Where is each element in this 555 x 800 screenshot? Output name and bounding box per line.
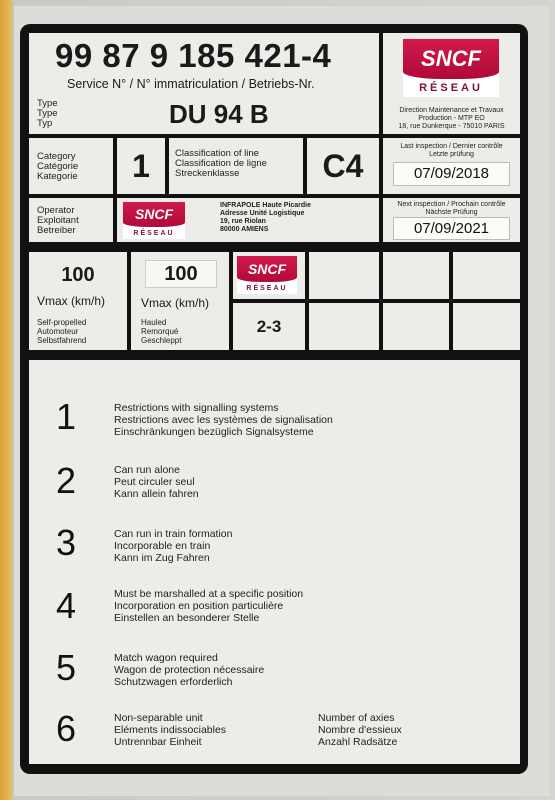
vmax-self-label-de: Selbstfahrend: [37, 336, 87, 345]
restriction-line: Einstellen an besonderer Stelle: [114, 612, 260, 624]
restriction-text: [114, 464, 199, 500]
empty-grid-cell: [383, 252, 449, 299]
last-inspection-labels: [383, 143, 520, 159]
operator-address-1: INFRAPOLE Haute Picardie: [220, 202, 312, 209]
mini-value: 2-3: [256, 317, 282, 336]
operator-address-4: 80000 AMIENS: [220, 226, 269, 233]
operator-info-cell: [117, 198, 379, 242]
operator-address: [220, 202, 311, 234]
operator-logo: [123, 202, 185, 239]
restriction-line: Schutzwagen erforderlich: [114, 676, 233, 688]
empty-grid-cell: [309, 303, 379, 350]
registration-cell: [29, 33, 379, 95]
restriction-number: 6: [55, 708, 77, 749]
classification-label-cell: [169, 138, 303, 194]
last-inspection-label-2: Letzte prüfung: [429, 151, 474, 158]
owner-line-3: 18, rue Dunkerque - 75010 PARIS: [398, 123, 505, 130]
restriction-line: Match wagon required: [114, 652, 218, 664]
restriction-line: Can run in train formation: [114, 528, 233, 540]
vehicle-data-plate: [20, 24, 528, 774]
classification-label-fr: Classification de ligne: [175, 158, 267, 169]
mini-logo-cell: [233, 252, 305, 299]
operator-address-2: Adresse Unité Logistique: [220, 210, 305, 217]
category-label-fr: Catégorie: [37, 161, 79, 172]
next-inspection-labels: [383, 201, 520, 217]
sncf-logo-icon: SNCF: [237, 256, 297, 282]
restriction-text: [114, 588, 303, 624]
owner-logo-sub: RÉSEAU: [419, 82, 483, 94]
restriction-line: Non-separable unit: [114, 712, 203, 724]
owner-address: [387, 107, 516, 131]
empty-grid-cell: [309, 252, 379, 299]
sncf-logo-icon: SNCF: [403, 39, 499, 79]
vmax-self-label-en: Self-propelled: [37, 318, 87, 327]
restriction-text: [114, 652, 264, 688]
restriction-text: [114, 528, 232, 564]
category-value-cell: [117, 138, 165, 194]
vmax-hauled-label-en: Hauled: [141, 318, 167, 327]
empty-grid-cell: [453, 252, 520, 299]
next-inspection-label-2: Nächste Prüfung: [425, 209, 478, 216]
restriction-text: [114, 712, 226, 748]
classification-labels: [175, 149, 267, 179]
type-value: DU 94 B: [169, 99, 269, 129]
classification-label-en: Classification of line: [175, 148, 259, 159]
empty-grid-cell: [453, 303, 520, 350]
restriction-number: 3: [55, 522, 77, 563]
next-inspection-date: 07/09/2021: [393, 217, 510, 240]
classification-value-cell: [307, 138, 379, 194]
category-label-en: Category: [37, 151, 76, 162]
vmax-self-labels: [37, 318, 86, 345]
mini-value-cell: [233, 303, 305, 350]
owner-line-1: Direction Maintenance et Travaux: [399, 107, 504, 114]
restriction-number: 2: [55, 460, 77, 501]
restriction-line: Can run alone: [114, 464, 180, 476]
type-label-de: Typ: [37, 118, 53, 129]
restriction-line: Must be marshalled at a specific position: [114, 588, 304, 600]
restriction-line: Wagon de protection nécessaire: [114, 664, 265, 676]
operator-label-fr: Exploitant: [37, 215, 79, 226]
category-label-de: Kategorie: [37, 171, 78, 182]
type-label-en: Type: [37, 98, 58, 109]
vmax-self-value: 100: [61, 264, 95, 286]
operator-label-cell: [29, 198, 113, 242]
restrictions-panel: [29, 360, 520, 764]
restriction-line: Untrennbar Einheit: [114, 736, 202, 748]
sncf-logo-icon: SNCF: [123, 202, 185, 227]
axles-line: Nombre d'essieux: [318, 724, 402, 736]
restriction-line: Kann allein fahren: [114, 488, 199, 500]
last-inspection-label-1: Last inspection / Dernier contrôle: [400, 143, 503, 150]
vmax-hauled-cell: [131, 252, 229, 350]
axles-line: Anzahl Radsätze: [318, 736, 398, 748]
next-inspection-label-1: Next inspection / Prochain contrôle: [397, 201, 506, 208]
mini-logo-sub: RÉSEAU: [246, 285, 288, 292]
restriction-number: 1: [55, 396, 77, 437]
type-label-fr: Type: [37, 108, 58, 119]
operator-label-en: Operator: [37, 205, 75, 216]
restriction-line: Restrictions avec les systèmes de signalisation: [114, 414, 333, 426]
type-labels: [37, 99, 58, 129]
operator-label-de: Betreiber: [37, 225, 76, 236]
classification-label-de: Streckenklasse: [175, 168, 240, 179]
mini-logo: [237, 256, 297, 294]
vmax-self-label-fr: Automoteur: [37, 327, 79, 336]
empty-grid-cell: [383, 303, 449, 350]
vmax-hauled-labels: [141, 318, 181, 345]
category-label-cell: [29, 138, 113, 194]
classification-value: C4: [322, 148, 364, 184]
vmax-self-unit: Vmax (km/h): [37, 294, 106, 308]
restriction-text: [114, 402, 333, 438]
vmax-hauled-unit: Vmax (km/h): [141, 296, 210, 310]
registration-number: 99 87 9 185 421-4: [55, 37, 332, 74]
restriction-line: Kann im Zug Fahren: [114, 552, 210, 564]
owner-line-2: Production - MTP EO: [418, 115, 485, 122]
restriction-line: Incorporation en position particulière: [114, 600, 284, 612]
restriction-line: Eléments indissociables: [114, 724, 227, 736]
vmax-self-cell: [29, 252, 127, 350]
registration-subtitle: Service N° / N° immatriculation / Betriebs-Nr.: [67, 77, 315, 91]
last-inspection-date: 07/09/2018: [393, 162, 510, 186]
restriction-line: Peut circuler seul: [114, 476, 195, 488]
vmax-hauled-label-fr: Remorqué: [141, 327, 179, 336]
axles-text: [318, 712, 402, 748]
vmax-hauled-value: 100: [145, 260, 217, 288]
operator-address-3: 19, rue Riolan: [220, 218, 266, 225]
vmax-hauled-label-de: Geschleppt: [141, 336, 182, 345]
next-inspection-cell: [383, 198, 520, 242]
restriction-number: 4: [55, 585, 77, 626]
restriction-number: 5: [55, 647, 77, 688]
category-value: 1: [132, 148, 150, 184]
owner-cell: [383, 33, 520, 134]
last-inspection-cell: [383, 138, 520, 194]
restriction-line: Einschränkungen bezüglich Signalsysteme: [114, 426, 314, 438]
owner-logo: [403, 39, 499, 97]
type-cell: [29, 95, 379, 134]
operator-logo-sub: RÉSEAU: [133, 230, 175, 237]
category-labels: [37, 152, 78, 182]
operator-labels: [37, 206, 79, 236]
axles-line: Number of axies: [318, 712, 395, 724]
restriction-line: Incorporable en train: [114, 540, 211, 552]
restriction-line: Restrictions with signalling systems: [114, 402, 279, 414]
